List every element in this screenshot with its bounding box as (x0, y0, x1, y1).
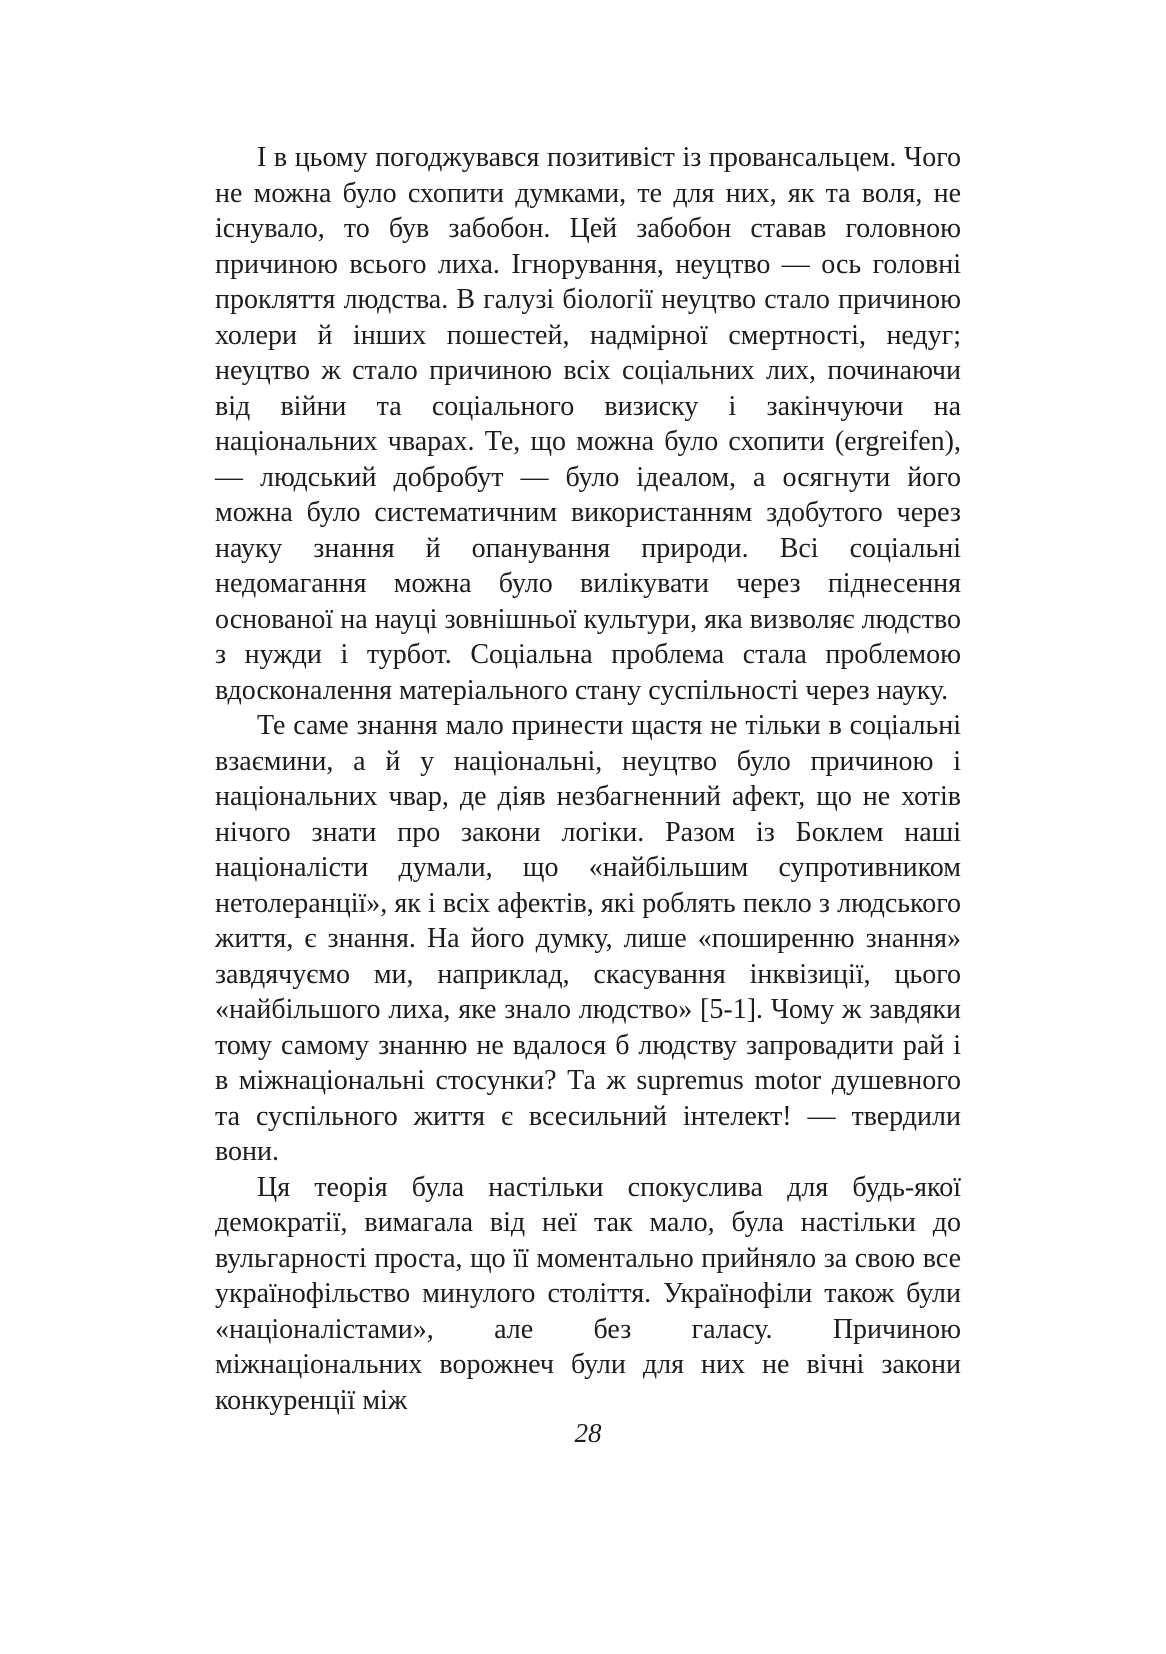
paragraph-1: І в цьому погоджувався позитивіст із провансальцем. Чого не можна було схопити думками, те для них, як та воля, не існувало, то був забобон. Цей забобон ставав головною причиною всього лиха. Ігнорування, неуцтво — ось головні прокляття людства. В галузі біології неуцтво стало причиною холери й інших пошестей, надмірної смертності, недуг; неуцтво ж стало причиною всіх соціальних лих, починаючи від війни та соціального визиску і закінчуючи на національних чварах. Те, що можна було схопити (ergreifen), — людський добробут — було ідеалом, а осягнути його можна було систематичним використанням здобутого через науку знання й опанування природи. Всі соціальні недомагання можна було вилікувати через піднесення основаної на науці зовнішньої культури, яка визволяє людство з нужди і турбот. Соціальна проблема стала проблемою вдосконалення матеріального стану суспільності через науку. (215, 142, 961, 706)
paragraph-3: Ця теорія була настільки спокуслива для будь-якої демократії, вимагала від неї так мало, була настільки до вульгарності проста, що її моментально прийняло за свою все українофільство минулого століття. Українофіли також були «націоналістами», але без галасу. Причиною міжнаціональних ворожнеч були для них не вічні закони конкуренції між (215, 1171, 961, 1416)
page-number: 28 (574, 1418, 602, 1448)
page-body-text (215, 140, 961, 1418)
paragraph-2: Те саме знання мало принести щастя не тільки в соціальні взаємини, а й у національні, неуцтво було причиною і національних чвар, де діяв незбагненний афект, що не хотів нічого знати про закони логіки. Разом із Боклем наші націоналісти думали, що «найбільшим супротивником нетолеранції», як і всіх афектів, які роблять пекло з людського життя, є знання. На його думку, лише «поширенню знання» завдячуємо ми, наприклад, скасування інквізиції, цього «найбільшого лиха, яке знало людство» [5-1]. Чому ж завдяки тому самому знанню не вдалося б людству запровадити рай і в міжнаціональні стосунки? Та ж supremus motor душевного та суспільного життя є всесильний інтелект! — твердили вони. (215, 710, 961, 1167)
